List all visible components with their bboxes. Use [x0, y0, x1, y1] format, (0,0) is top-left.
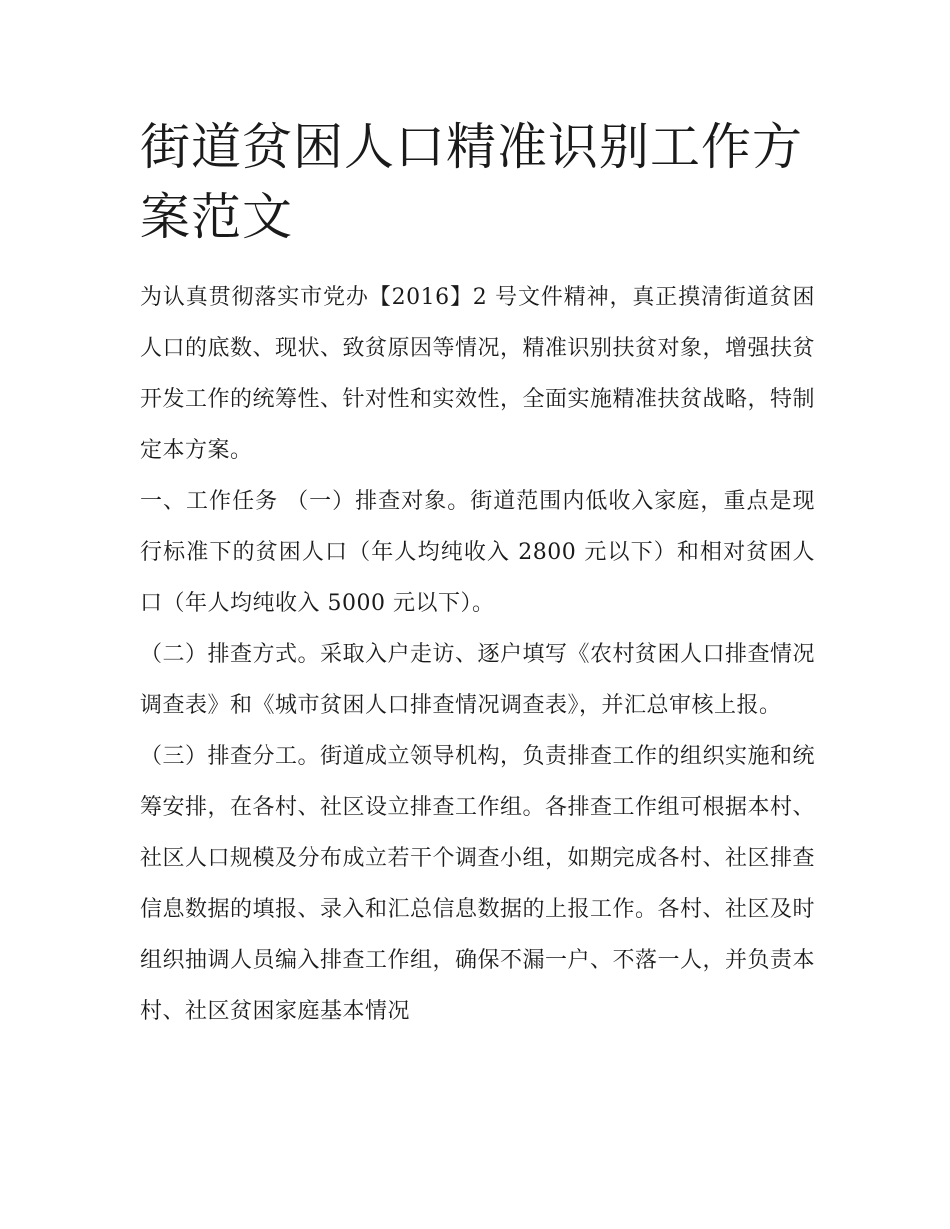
paragraph-intro: 为认真贯彻落实市党办【2016】2 号文件精神，真正摸清街道贫困人口的底数、现状、致贫原因等情况，精准识别扶贫对象，增强扶贫开发工作的统筹性、针对性和实效性，全面实施精准扶贫战略，特制定本方案。 [140, 285, 816, 463]
document-title: 街道贫困人口精准识别工作方案范文 [140, 118, 803, 246]
paragraph-task-targets: 一、工作任务 （一）排查对象。街道范围内低收入家庭，重点是现行标准下的贫困人口（年人均纯收入 2800 元以下）和相对贫困人口（年人均纯收入 5000 元以下）。 [140, 489, 815, 616]
document-page [140, 112, 815, 1037]
paragraph-method: （二）排查方式。采取入户走访、逐户填写《农村贫困人口排查情况调查表》和《城市贫困人口排查情况调查表》，并汇总审核上报。 [140, 642, 816, 718]
paragraph-division: （三）排查分工。街道成立领导机构，负责排查工作的组织实施和统筹安排，在各村、社区设立排查工作组。各排查工作组可根据本村、社区人口规模及分布成立若干个调查小组，如期完成各村、社区排查信息数据的填报、录入和汇总信息数据的上报工作。各村、社区及时组织抽调人员编入排查工作组，确保不漏一户、不落一人，并负责本村、社区贫困家庭基本情况 [140, 744, 816, 1024]
